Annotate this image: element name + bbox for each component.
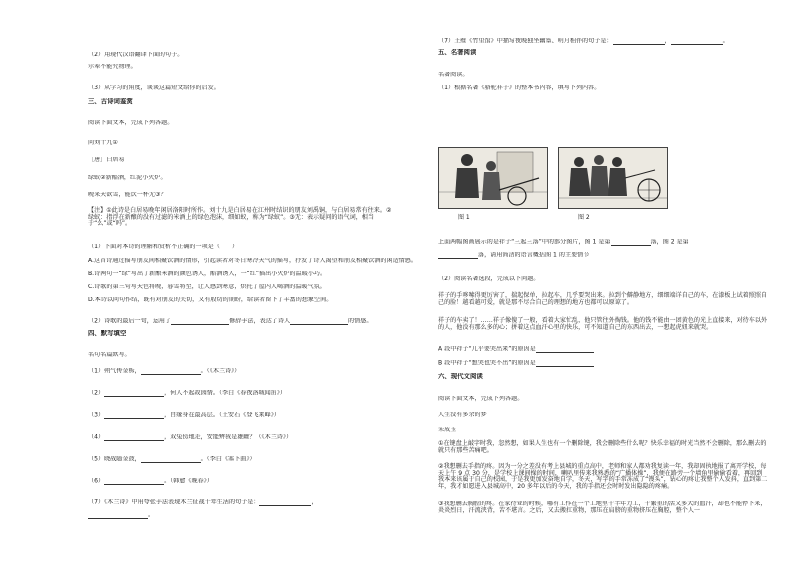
question-3: （3）从学习的角度，谈谈这篇短文给你的启发。 bbox=[88, 85, 220, 91]
classics-fill-line-2: 落，请用简洁的语言概括图 1 的主要情节 bbox=[438, 252, 589, 259]
question-r7: （7）王维《竹里馆》中描写夜晚独坐幽篁、明月相伴的句子是： ， 。 bbox=[438, 38, 729, 45]
fill-item-1: （1）朔气传金柝， 。（《木兰诗》） bbox=[88, 368, 241, 375]
caption-figure-1: 图 1 bbox=[458, 214, 470, 221]
classics-question-1: （1）根据名著《骆驼祥子》的整本书内容，填写下列内容。 bbox=[438, 85, 601, 91]
translate-sentence: 尔辈不能究物理。 bbox=[88, 64, 137, 70]
answer-blank[interactable] bbox=[141, 456, 201, 463]
answer-blank[interactable] bbox=[141, 368, 201, 375]
poem-author: ［唐］白居易 bbox=[88, 157, 125, 163]
fill-item-2: （2） ，何人不起故园情。（李白《春夜洛城闻笛》） bbox=[88, 390, 286, 397]
fill-item-5: （5）晓战随金鼓， 。（李白《塞下曲》） bbox=[88, 456, 256, 463]
essay-paragraph-3: ③我想删去胸膛的疼。在家待业的时候，哪有工作在一个工地里干半年力工，干繁重的活又多大的血汗，却也不能停下来，炎炎烈日，汗流浃背，苦不堪言。之后，又去搬扛重物，那压在肩膀的重物挤压在胸腔，整个人一 bbox=[438, 501, 767, 514]
section-6-heading: 六、现代文阅读 bbox=[438, 373, 483, 380]
question-b: B 段中祥子“想哭也哭不出”的原因是 bbox=[438, 360, 594, 367]
option-c: C.诗歌的第三句写天色将晚，暮雪将至，让人感到寒意，烘托了屋内人喝酒的温暖气氛。 bbox=[88, 284, 326, 290]
answer-blank[interactable] bbox=[438, 252, 478, 259]
section-3-heading: 三、古诗词鉴赏 bbox=[88, 98, 133, 105]
answer-blank[interactable] bbox=[104, 478, 164, 485]
fill-item-6: （6） 。（韩愈《晚春》） bbox=[88, 478, 213, 485]
section-4-heading: 四、默写填空 bbox=[88, 330, 127, 337]
reading-intro-2: 阅读下面文本，完成下列各题。 bbox=[438, 396, 524, 402]
answer-blank[interactable] bbox=[171, 318, 229, 325]
answer-blank[interactable] bbox=[536, 360, 594, 367]
answer-blank[interactable] bbox=[104, 412, 164, 419]
answer-blank[interactable] bbox=[88, 512, 148, 519]
answer-blank[interactable] bbox=[290, 318, 348, 325]
option-d: D.本诗以问句作结，既有对朋友的关切，又有殷切的期盼，给读者留下了丰富的想象空间。 bbox=[88, 297, 333, 303]
poem-line-1: 绿蚁②新醅酒，红泥小火炉。 bbox=[88, 175, 167, 181]
fill-item-7: （7）《木兰诗》中用夸张手法表现木兰征战十年生活的句子是： ， bbox=[88, 499, 318, 506]
option-b: B.诗两句一“绿”写出了新酿米酒的颜色诱人，醅酒诱人，一“红”描出小火炉的温暖小巧。 bbox=[88, 271, 327, 277]
answer-blank[interactable] bbox=[259, 499, 311, 506]
poem-note: 【注】①此诗是白居易晚年闲居洛阳时所作。刘十九是白居易在江州时结识的朋友刘禹铜，与白居易常有往来。②绿蚁：指浮在新酿的没有过滤的米酒上的绿色泡沫，细如蚁，称为“绿蚁”。③无：表示疑问的语气词，相当于“么”或“吗”。 bbox=[88, 207, 392, 228]
figure-1-drawing bbox=[439, 148, 547, 208]
question-a: A 段中祥子“几乎要哭出来”的原因是 bbox=[438, 346, 594, 353]
essay-author: 朱成玉 bbox=[438, 427, 457, 433]
classics-subheading: 名著阅读。 bbox=[438, 72, 469, 78]
question-2-label: （2）用现代汉语翻译下面的句子。 bbox=[88, 52, 184, 58]
fill-item-3: （3） ，自缘身在最高层。（王安石《登飞来峰》） bbox=[88, 412, 280, 419]
section-5-heading: 五、名著阅读 bbox=[438, 49, 477, 56]
answer-blank[interactable] bbox=[104, 434, 164, 441]
fill-item-4: （4） ，双兔傍地走，安能辨我是雄雌？（《木兰诗》） bbox=[88, 434, 293, 441]
answer-blank[interactable] bbox=[536, 346, 594, 353]
excerpt-b: 祥子的车卖了！……祥子像傻了一般，看着大家忙乱，他只管往外掏钱。他的钱不能由一团黄色的光上直接来，对待车以外的人，他没有那么多的心；拼着这点血汗心里的快乐，可不知道自己的东西出去，一想起虎妞来就哭。 bbox=[438, 317, 768, 331]
essay-title: 人生没有多余的梦 bbox=[438, 412, 487, 418]
illustration-1 bbox=[438, 147, 548, 209]
dictation-instruction: 名句名篇默写。 bbox=[88, 352, 131, 358]
excerpt-a: 祥子的手哆嗦得更厉害了，揣起保单，拉起车，几乎要哭出来。拉到个僻静地方，细细端详自己的车，在漆板上试着照照自己的脸！越看越可爱，就是那不尽合自己的理想的地方也都可以原谅了。 bbox=[438, 292, 768, 306]
essay-paragraph-1: ①在键盘上敲字时我，忽然想，如果人生也有一个删除键，我会删除些什么呢？快乐幸福的时光当然不会删除，那么删去的就只有那些苦痛吧。 bbox=[438, 440, 767, 454]
essay-paragraph-2: ②我想删去手指的疼。因为一分之差没有考上县城的重点高中，老师和家人都劝我复读一年，我却固执地报了离开学校，每天上午 9 点 30 分，是学校上课间操的时间，喇叭里传来我熟悉的“广播体操”，我便在路旁一个墙角里偷偷看着，再回到我本来该属于自己的校园，于是我更加发奋地自学，冬天，写字的手常冻成了“馒头”，钻心的疼让我整个人发抖，直到第二年，我才如愿进入县城高中，20 多年以后的今天，我的手指还会时时发出隐隐的疼痛。 bbox=[438, 463, 768, 491]
option-a: A.这首诗通过描写朋友间相聚饮酒的情形，引起读者对冬日寒冷天气的描写，抒发了诗人渴望和朋友相聚饮酒的闲适情感。 bbox=[88, 258, 417, 264]
poem-title: 问刘十九① bbox=[88, 140, 118, 146]
answer-blank[interactable] bbox=[613, 38, 665, 45]
classics-fill-line-1: 上面两幅图画展示的是祥子“三起三落”中的部分图片，图 1 是第 落，图 2 是第 bbox=[438, 239, 689, 246]
question-1: （1）下面对本诗的理解和赏析不正确的一项是（ ） bbox=[88, 244, 239, 250]
illustration-2 bbox=[558, 147, 668, 209]
poem-line-2: 晚来天欲雪，能饮一杯无③？ bbox=[88, 192, 167, 198]
question-2-fill: （2）诗歌的最后一句，运用了 修辞手法，表达了诗人 的情感。 bbox=[88, 318, 373, 325]
fill-item-7-cont: 。 bbox=[88, 512, 154, 519]
illustration-area bbox=[438, 147, 666, 227]
answer-blank[interactable] bbox=[104, 390, 164, 397]
answer-blank[interactable] bbox=[671, 38, 723, 45]
figure-2-drawing bbox=[559, 148, 667, 208]
classics-question-2: （2）阅读名著选段，完成以下问题。 bbox=[438, 276, 540, 282]
answer-blank[interactable] bbox=[611, 239, 651, 246]
reading-intro: 阅读下面文本，完成下列各题。 bbox=[88, 120, 174, 126]
caption-figure-2: 图 2 bbox=[578, 214, 590, 221]
